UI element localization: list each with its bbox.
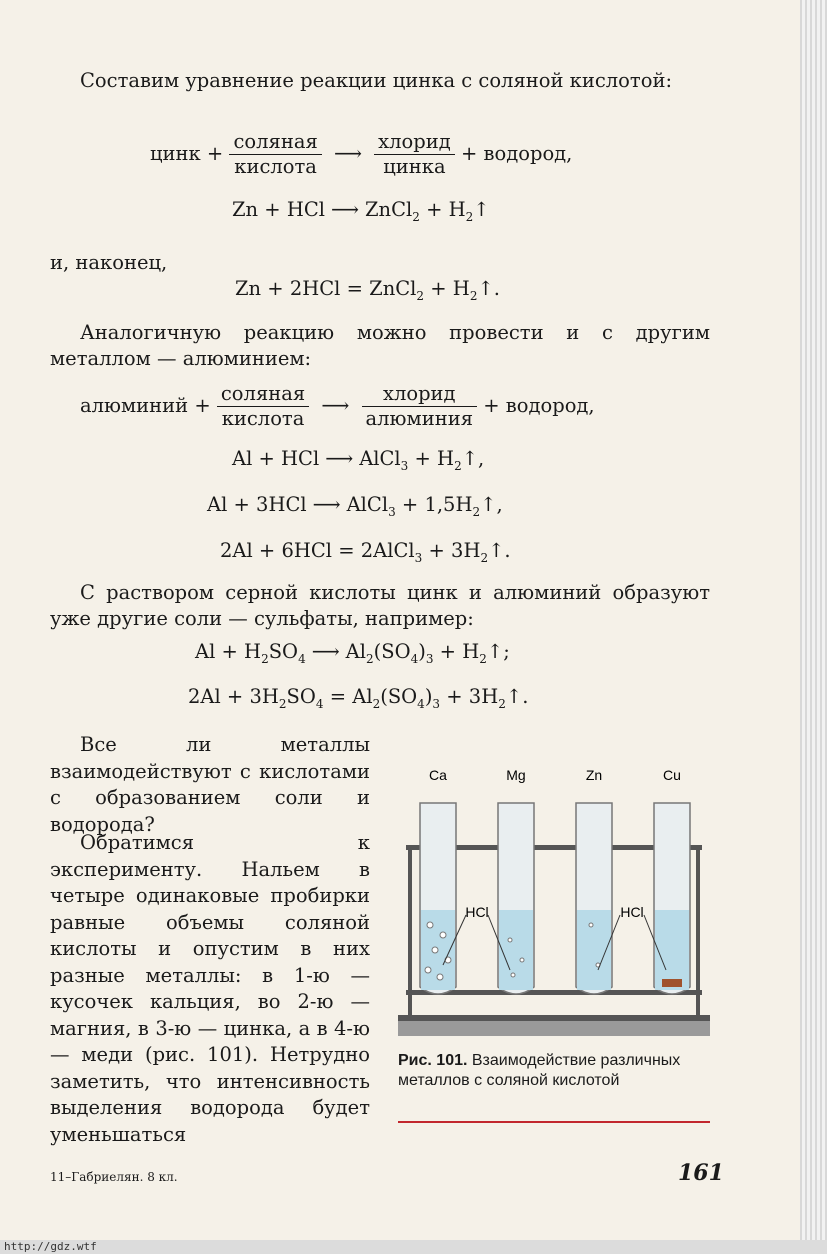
experiment-paragraph: Обратимся к эксперименту. Нальем в четыре одинаковые пробирки равные объемы соляной кислоты и опустим в них разные металлы: в 1-ю — кусочек кальция, во 2-ю — магния, в 3-ю — цинка, а в 4-ю — меди (рис. 101). Нетрудно заметить, что интенсивность выделения водорода будет уменьшаться: [50, 831, 370, 1146]
caption-text: Взаимодействие различных металлов с соляной кислотой: [398, 1052, 681, 1089]
stand-base-top: [398, 1015, 710, 1021]
figure-test-tubes: [398, 765, 710, 1040]
equation-al-3hcl: Al + 3HCl ⟶ AlCl$_3$ + $1,5H_2↑$,: [207, 493, 503, 519]
tube-zn: [576, 803, 612, 994]
arrow-icon: ⟶: [321, 394, 350, 417]
watermark-url: http://gdz.wtf: [4, 1240, 97, 1253]
arrow-icon: ⟶: [325, 447, 354, 470]
bottom-strip: [0, 1240, 827, 1254]
fraction-salt: $\frac{\text{хлорид}}{\text{цинка}}$: [374, 130, 455, 179]
footer-signature: 11–Габриелян. 8 кл.: [50, 1170, 178, 1184]
tube-ca: [420, 803, 456, 994]
word-equation-zinc: [150, 130, 572, 179]
tube-cu: [654, 803, 690, 994]
arrow-icon: ⟶: [311, 640, 340, 663]
equation-al-h2so4-balanced: $2Al + 3H_2SO_4 = Al_2(SO_4)_3$ + $3H_2↑$.: [188, 685, 529, 711]
equation-zn-hcl: Zn + HCl ⟶ ZnCl$_2$ + $H_2↑$: [232, 198, 490, 224]
arrow-icon: ⟶: [331, 198, 359, 221]
label-hcl-right: HCl: [620, 904, 644, 920]
fraction-acid: $\frac{\text{соляная}}{\text{кислота}}$: [217, 382, 309, 431]
fraction-salt: $\frac{\text{хлорид}}{\text{алюминия}}$: [362, 382, 477, 431]
label-cu: Cu: [663, 767, 681, 783]
paragraph-finally: и, наконец,: [50, 251, 168, 274]
binding-gutter: [800, 0, 827, 1254]
eq-term: + водород,: [460, 142, 573, 165]
paragraph-sulfates: С раствором серной кислоты цинк и алюминий образуют уже другие соли — сульфаты, например:: [50, 581, 710, 630]
label-ca: Ca: [429, 767, 447, 783]
figure-caption: [398, 1051, 710, 1091]
label-hcl-left: HCl: [465, 904, 489, 920]
arrow-icon: ⟶: [312, 493, 341, 516]
equation-al-hcl: Al + HCl ⟶ AlCl$_3$ + $H_2↑$,: [232, 447, 485, 473]
page-number: 161: [678, 1160, 724, 1186]
eq-term: цинк +: [150, 142, 224, 165]
label-mg: Mg: [506, 767, 526, 783]
stand-base: [398, 1020, 710, 1036]
fraction-acid: $\frac{\text{соляная}}{\text{кислота}}$: [229, 130, 321, 179]
word-equation-aluminium: алюминий + $\frac{\text{соляная}}{\text{кислота}}$ ⟶ $\frac{\text{хлорид}}{\text{алюминия}}$ + водород,: [80, 382, 595, 430]
caption-rule: [398, 1121, 710, 1123]
test-tubes-illustration: [398, 765, 710, 1040]
question-paragraph: Все ли металлы взаимодействуют с кислотами с образованием соли и водорода?: [50, 733, 370, 836]
equation-al-h2so4: $Al + H_2SO_4$ ⟶ $Al_2(SO_4)_3$ + $H_2↑$;: [195, 640, 510, 666]
paragraph-aluminium: Аналогичную реакцию можно провести и с другим металлом — алюминием:: [50, 321, 710, 370]
paragraph-intro: Составим уравнение реакции цинка с соляной кислотой:: [80, 69, 673, 92]
caption-number: Рис. 101.: [398, 1052, 468, 1069]
equation-zn-balanced: Zn + 2HCl = ZnCl$_2$ + $H_2↑$.: [235, 277, 500, 303]
tube-mg: [498, 803, 534, 994]
equation-al-balanced: 2Al + 6HCl = 2AlCl$_3$ + $3H_2↑$.: [220, 539, 511, 565]
label-zn: Zn: [585, 767, 603, 783]
arrow-icon: ⟶: [333, 142, 362, 165]
